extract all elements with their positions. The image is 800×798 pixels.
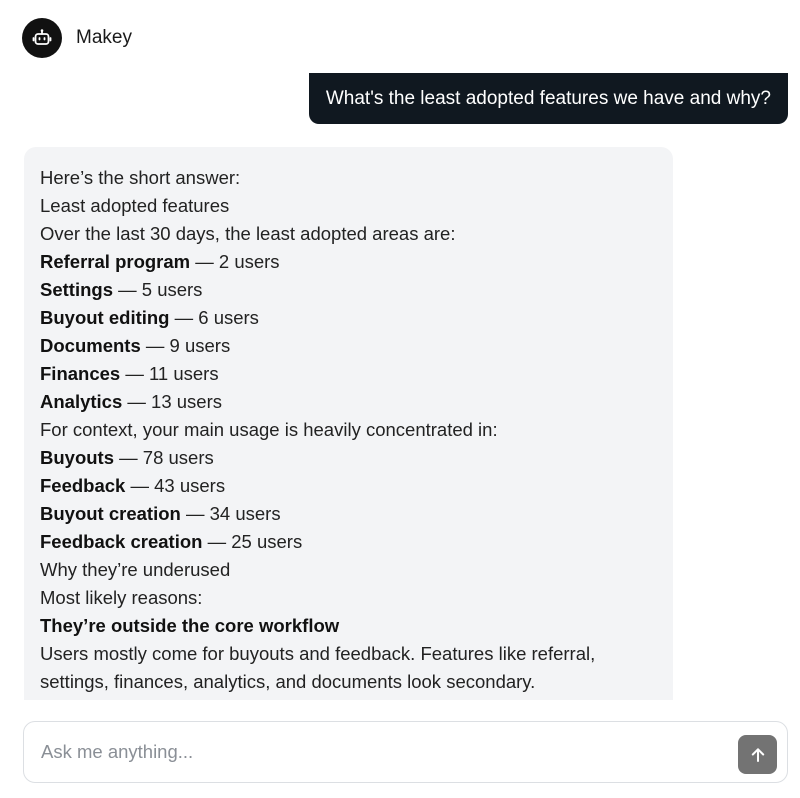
list-item	[40, 528, 657, 556]
feature-name: Buyouts	[40, 447, 114, 468]
user-message-bubble	[309, 73, 788, 124]
feature-usage: — 11 users	[120, 363, 219, 384]
feature-name: Buyout editing	[40, 307, 170, 328]
list-item	[40, 472, 657, 500]
list-item	[40, 500, 657, 528]
feature-usage: — 2 users	[190, 251, 280, 272]
reason-body: Users mostly come for buyouts and feedback. Features like referral, settings, finances, analytics, and documents look secondary.	[40, 643, 596, 692]
arrow-up-icon	[749, 746, 767, 764]
feature-name: Buyout creation	[40, 503, 181, 524]
feature-usage: — 6 users	[169, 307, 259, 328]
feature-usage: — 5 users	[112, 279, 203, 300]
bot-avatar	[22, 18, 62, 58]
feature-name: Finances	[40, 363, 121, 384]
list-item	[40, 388, 657, 416]
list-item	[40, 276, 657, 304]
chat-header	[22, 18, 132, 58]
feature-usage: — 34 users	[180, 503, 281, 524]
robot-icon	[32, 28, 52, 48]
feature-name: Feedback	[40, 475, 126, 496]
feature-name: Feedback creation	[40, 531, 203, 552]
send-button[interactable]	[738, 735, 777, 774]
feature-usage: — 25 users	[202, 531, 303, 552]
reason-title-text: They’re outside the core workflow	[40, 615, 340, 636]
user-message-text: What's the least adopted features we have and why?	[325, 87, 771, 109]
feature-usage: — 13 users	[122, 391, 223, 412]
context-lead: For context, your main usage is heavily concentrated in:	[40, 419, 498, 440]
section-heading-underused: Why they’re underused	[40, 559, 231, 580]
list-item	[40, 248, 657, 276]
feature-name: Settings	[40, 279, 113, 300]
message-composer	[23, 721, 788, 783]
feature-name: Analytics	[40, 391, 123, 412]
section-lead-reasons: Most likely reasons:	[40, 587, 203, 608]
bot-name: Makey	[76, 27, 132, 48]
reason-title	[40, 612, 657, 640]
feature-usage: — 78 users	[114, 447, 214, 468]
chat-input[interactable]	[41, 741, 738, 763]
list-item	[40, 332, 657, 360]
feature-name: Referral program	[40, 251, 191, 272]
answer-intro: Here’s the short answer:	[40, 167, 241, 188]
section-heading-least-adopted: Least adopted features	[40, 195, 230, 216]
feature-usage: — 9 users	[140, 335, 231, 356]
feature-usage: — 43 users	[125, 475, 226, 496]
list-item	[40, 304, 657, 332]
list-item	[40, 360, 657, 388]
assistant-message	[24, 147, 673, 700]
feature-name: Documents	[40, 335, 141, 356]
section-lead-least-adopted: Over the last 30 days, the least adopted areas are:	[40, 223, 456, 244]
list-item	[40, 444, 657, 472]
